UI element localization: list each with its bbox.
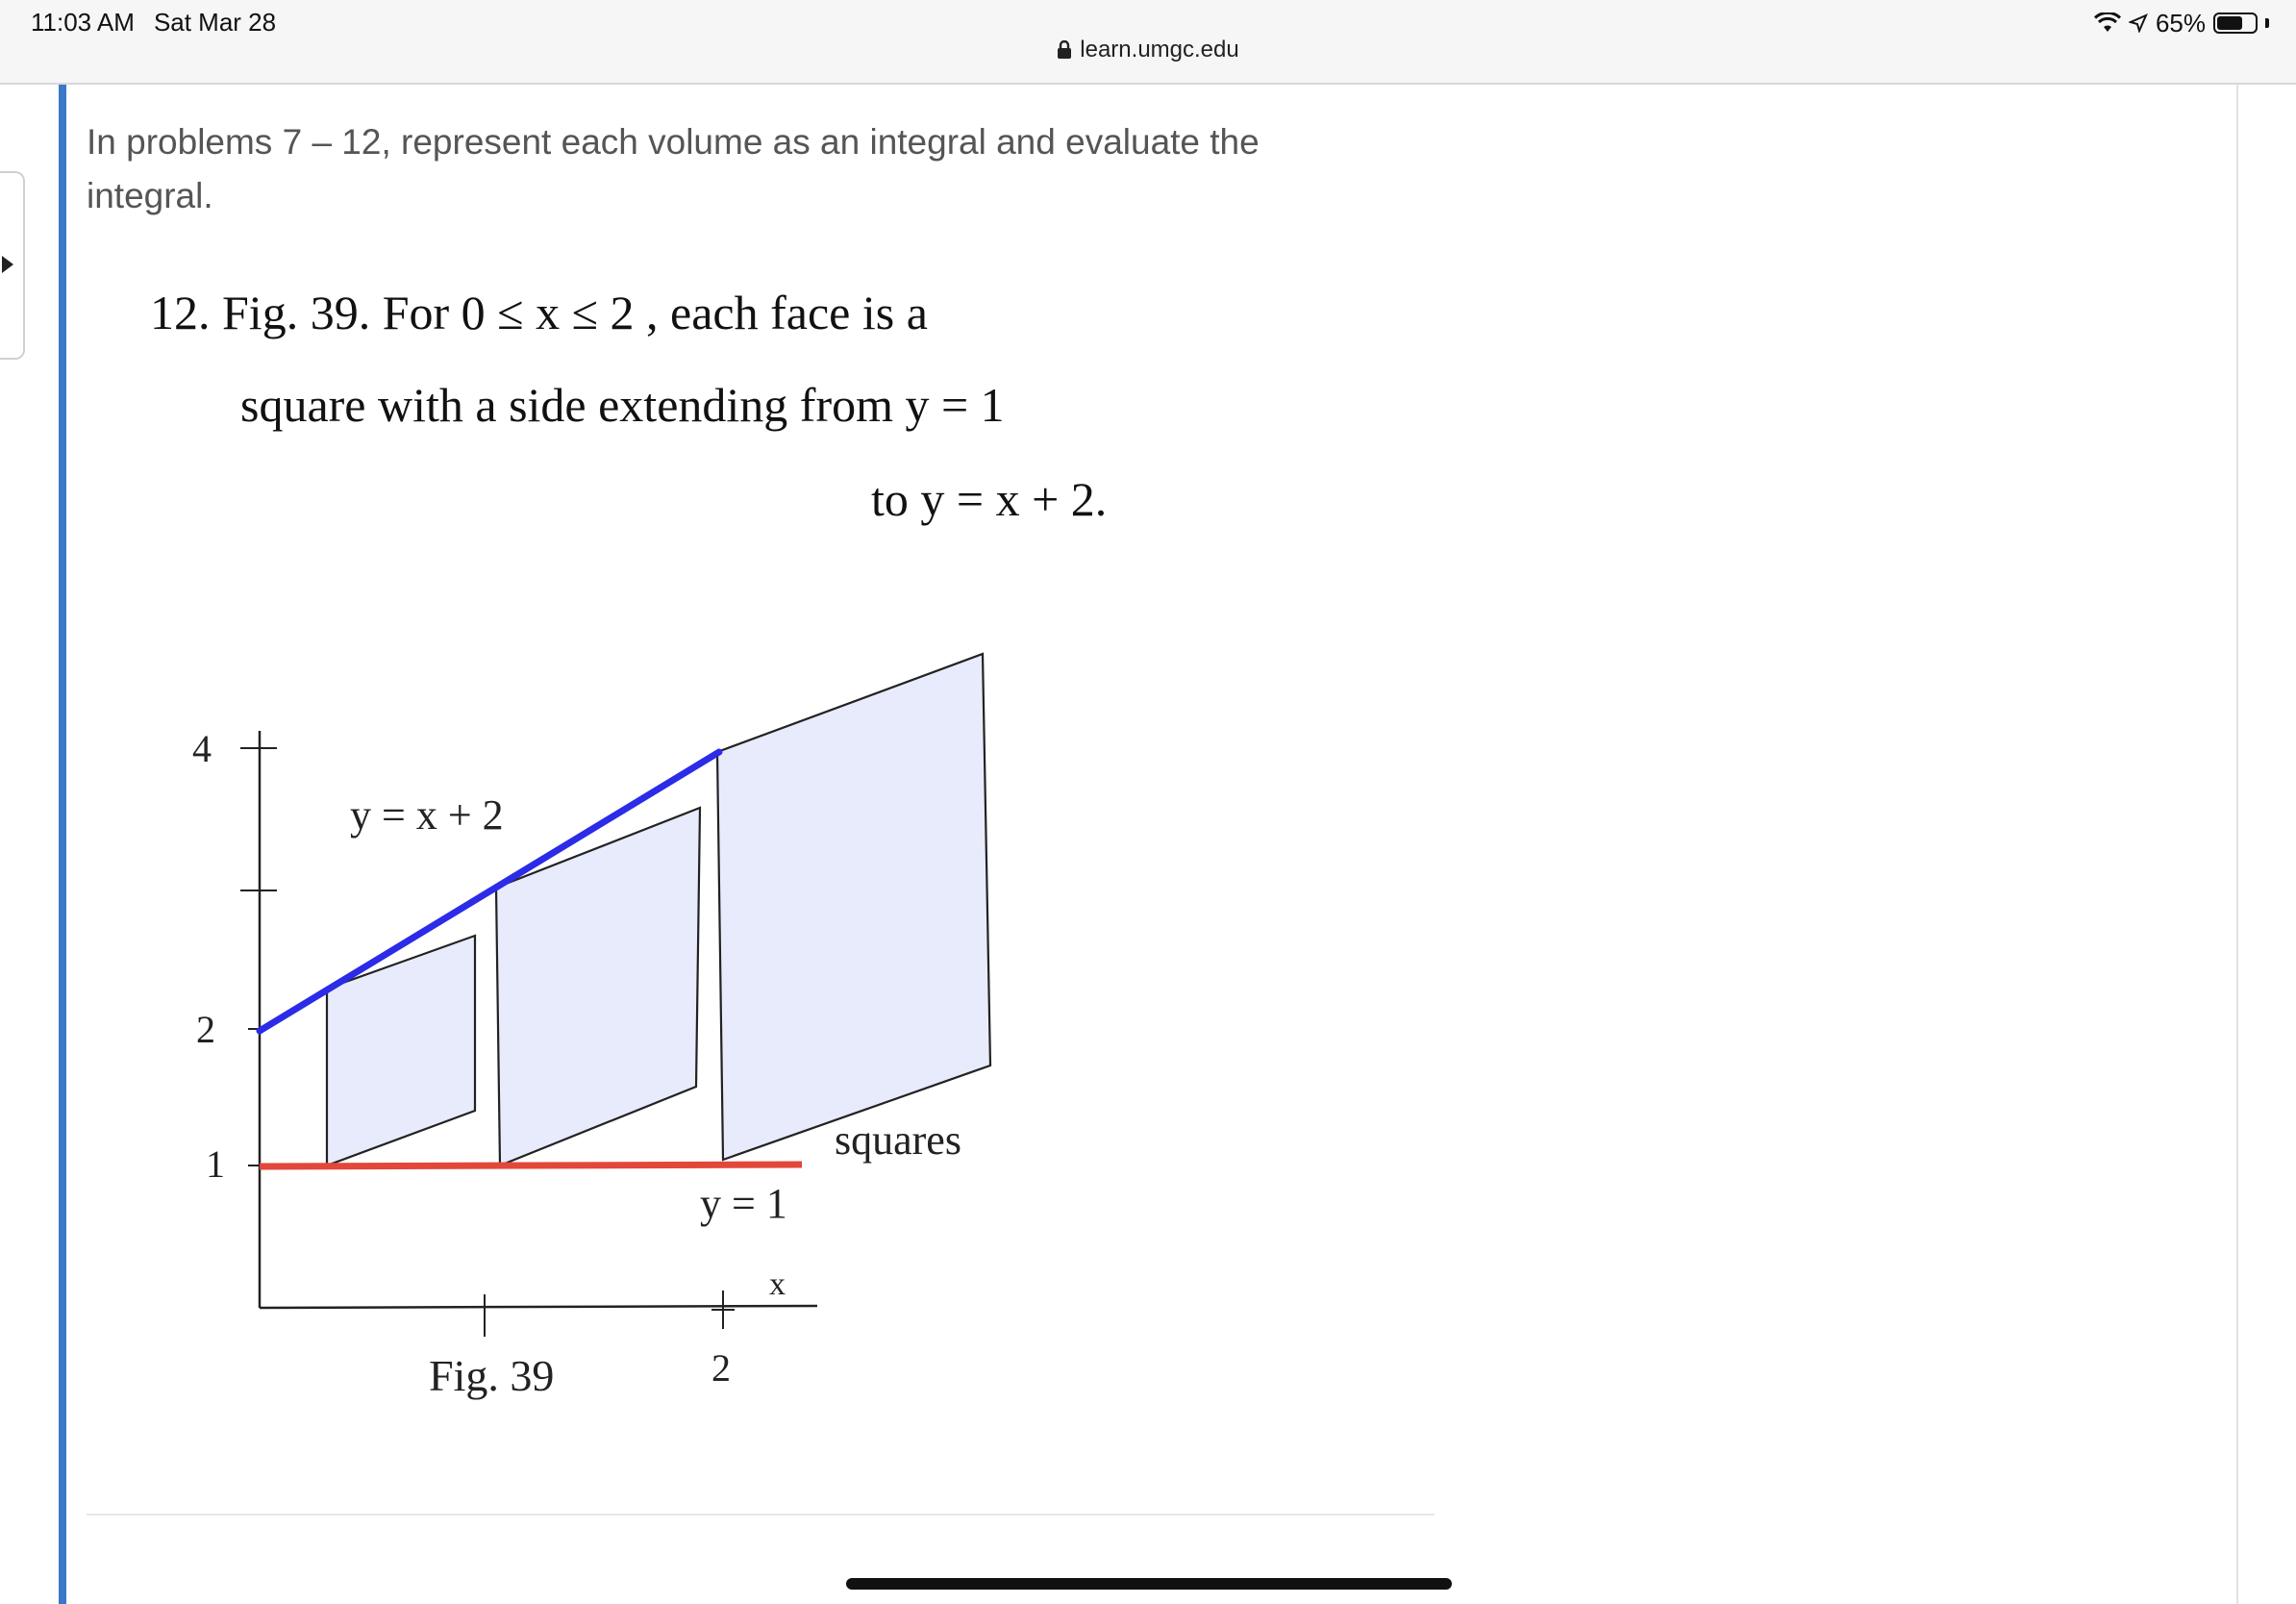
status-date: Sat Mar 28 <box>153 8 277 37</box>
y-tick-label-1: 1 <box>206 1142 225 1186</box>
problem-line-2: square with a side extending from y = 1 <box>240 378 1005 432</box>
lower-boundary-line <box>260 1165 802 1166</box>
x-axis-label: x <box>769 1266 786 1302</box>
status-time: 11:03 AM <box>31 8 135 37</box>
status-indicators <box>2094 8 2269 38</box>
content-right-border <box>2236 85 2238 1604</box>
status-time-group <box>31 8 276 38</box>
square-face-small <box>327 936 475 1165</box>
location-arrow-icon <box>2129 13 2148 33</box>
x-axis <box>260 1306 817 1308</box>
play-arrow-icon[interactable] <box>2 256 13 273</box>
content-accent-bar <box>59 85 66 1604</box>
address-bar[interactable] <box>0 37 2296 63</box>
problem-line-3: to y = x + 2. <box>871 472 1108 526</box>
wifi-icon <box>2094 13 2121 34</box>
figure-39 <box>173 635 1038 1423</box>
x-tick-label-2: 2 <box>711 1346 731 1390</box>
lower-line-label: y = 1 <box>700 1180 787 1227</box>
figure-caption: Fig. 39 <box>429 1351 555 1400</box>
problem-line-1: 12. Fig. 39. For 0 ≤ x ≤ 2 , each face is a <box>150 286 928 339</box>
y-tick-label-4: 4 <box>192 727 212 770</box>
url-domain: learn.umgc.edu <box>1080 37 1239 63</box>
upper-curve-label: y = x + 2 <box>350 791 504 839</box>
status-bar <box>0 0 2296 85</box>
instructions-text: In problems 7 – 12, represent each volume as an integral and evaluate the integral. <box>87 122 1260 215</box>
squares-label: squares <box>835 1116 961 1164</box>
square-face-large <box>717 654 990 1160</box>
battery-percent: 65% <box>2155 8 2206 38</box>
battery-icon <box>2213 13 2258 34</box>
section-divider <box>87 1514 1435 1516</box>
battery-tip-icon <box>2265 18 2269 28</box>
home-indicator[interactable] <box>846 1578 1452 1590</box>
y-tick-label-2: 2 <box>196 1008 215 1051</box>
lock-icon <box>1057 40 1072 60</box>
square-face-medium <box>496 808 700 1165</box>
